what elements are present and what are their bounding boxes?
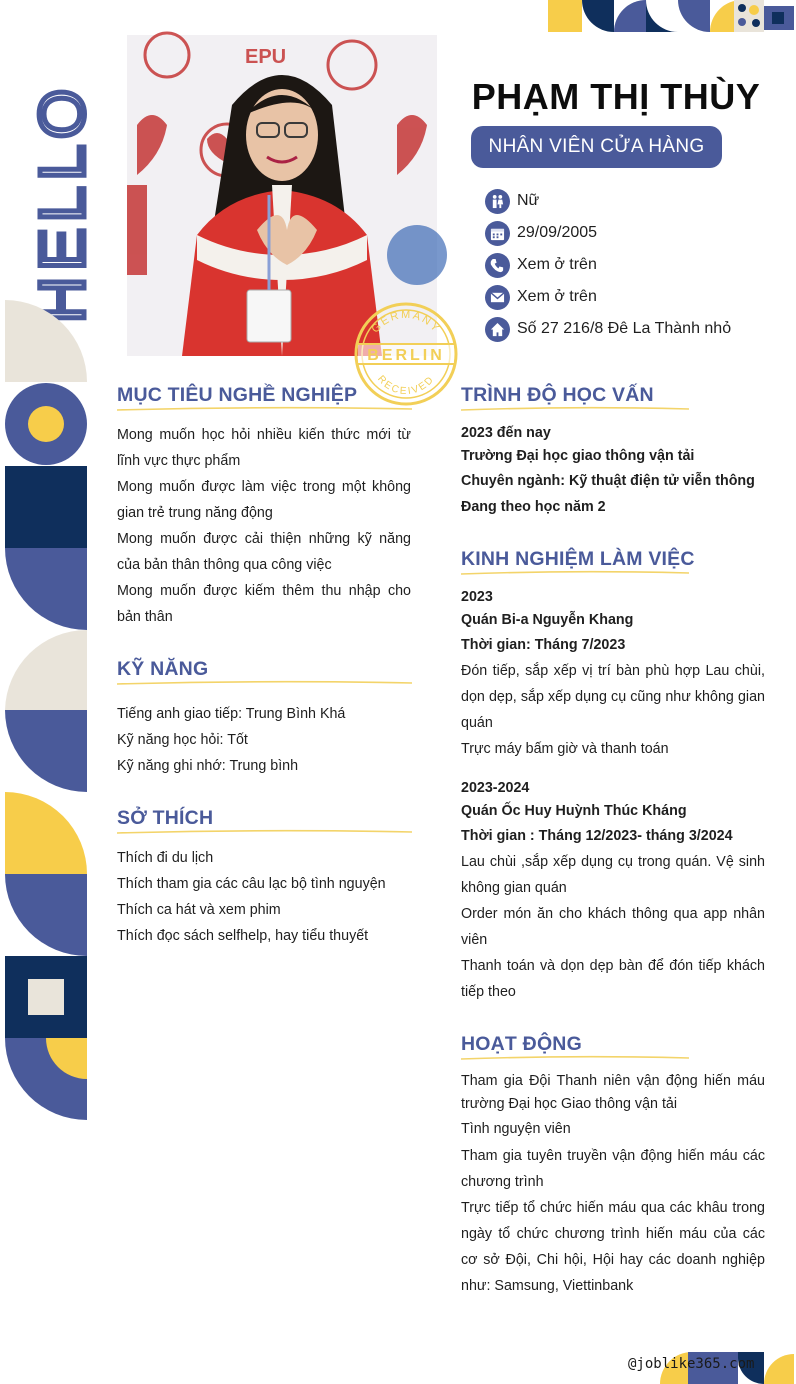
skills-title: KỸ NĂNG: [117, 658, 209, 680]
skill-item: Kỹ năng ghi nhớ: Trung bình: [117, 758, 299, 774]
activities-list: [461, 1070, 765, 1299]
hobbies-title: SỞ THÍCH: [117, 807, 214, 829]
activity-item: Tham gia tuyên truyền vận động hiến máu các chương trình: [461, 1148, 765, 1190]
job-task: Order món ăn cho khách thông qua app nhân viên: [461, 906, 765, 948]
svg-text:GERMANY: GERMANY: [369, 308, 443, 336]
top-geometric-decoration: [548, 0, 796, 34]
education-status: Đang theo học năm 2: [461, 499, 606, 515]
geometric-decoration-strip: [5, 300, 87, 1120]
education-school: Trường Đại học giao thông vận tải: [461, 448, 695, 464]
home-icon: [485, 317, 510, 342]
skill-item: Tiếng anh giao tiếp: Trung Bình Khá: [117, 706, 346, 722]
skill-item: Kỹ năng học hỏi: Tốt: [117, 732, 248, 748]
footer-watermark: @joblike365.com: [628, 1356, 755, 1372]
objective-item: Mong muốn được làm việc trong một không gian trẻ trung năng động: [117, 479, 411, 521]
job-task: Trực máy bấm giờ và thanh toán: [461, 741, 669, 757]
birthdate-value: 29/09/2005: [517, 224, 598, 241]
job-place: Quán Bi-a Nguyễn Khang: [461, 612, 634, 628]
svg-text:RECEIVED: RECEIVED: [375, 373, 437, 398]
job-time: Thời gian: Tháng 7/2023: [461, 637, 626, 653]
education-period: 2023 đến nay: [461, 425, 551, 441]
hobby-item: Thích ca hát và xem phim: [117, 902, 281, 918]
gender-icon: [485, 189, 510, 214]
address-value: Số 27 216/8 Đê La Thành nhỏ: [517, 320, 732, 337]
phone-icon: [485, 253, 510, 278]
section-underline: [117, 681, 412, 685]
svg-text:EPU: EPU: [245, 46, 287, 68]
activities-title: HOẠT ĐỘNG: [461, 1033, 582, 1055]
job-year: 2023-2024: [461, 780, 530, 796]
activity-item: Tham gia Đội Thanh niên vận động hiến máu trường Đại học Giao thông vận tải: [461, 1073, 765, 1112]
svg-text:BERLIN: BERLIN: [367, 347, 445, 364]
contact-gender: [485, 188, 539, 214]
objective-item: Mong muốn được cải thiện những kỹ năng của bản thân thông qua công việc: [117, 531, 411, 573]
job-task: Đón tiếp, sắp xếp vị trí bàn phù hợp Lau chùi, dọn dẹp, sắp xếp dụng cụ cũng như không gian quán: [461, 663, 765, 731]
contact-phone: [485, 252, 597, 278]
objective-title: MỤC TIÊU NGHỀ NGHIỆP: [117, 384, 358, 406]
job-place: Quán Ốc Huy Huỳnh Thúc Kháng: [461, 803, 687, 819]
job-time: Thời gian : Tháng 12/2023- tháng 3/2024: [461, 828, 733, 844]
education-title: TRÌNH ĐỘ HỌC VẤN: [461, 384, 654, 406]
svg-text:HELLO: HELLO: [26, 83, 98, 323]
email-value: Xem ở trên: [517, 288, 597, 305]
candidate-name: PHẠM THỊ THÙY: [471, 76, 761, 117]
education-major: Chuyên ngành: Kỹ thuật điện tử viễn thông: [461, 473, 755, 489]
contact-address: [485, 316, 731, 342]
hobby-item: Thích tham gia các câu lạc bộ tình nguyện: [117, 876, 386, 892]
section-underline: [461, 1056, 689, 1060]
activity-item: Tình nguyện viên: [461, 1121, 571, 1137]
contact-birthdate: [485, 220, 597, 246]
section-underline: [461, 407, 689, 411]
hello-vertical-text: [26, 60, 98, 325]
job-tasks: [461, 849, 765, 1005]
experience-title: KINH NGHIỆM LÀM VIỆC: [461, 548, 695, 570]
section-underline: [117, 407, 412, 411]
job-year: 2023: [461, 589, 493, 605]
calendar-icon: [485, 221, 510, 246]
berlin-stamp-decoration: [352, 300, 460, 408]
mail-icon: [485, 285, 510, 310]
hobby-item: Thích đọc sách selfhelp, hay tiểu thuyết: [117, 928, 369, 944]
contact-email: [485, 284, 597, 310]
gender-value: Nữ: [517, 192, 540, 209]
job-task: Thanh toán và dọn dẹp bàn để đón tiếp khách tiếp theo: [461, 958, 765, 1000]
objective-item: Mong muốn được kiếm thêm thu nhập cho bản thân: [117, 583, 411, 625]
objective-list: [117, 422, 411, 630]
hobby-item: Thích đi du lịch: [117, 850, 214, 866]
activity-item: Trực tiếp tổ chức hiến máu qua các khâu trong ngày tổ chức chương trình hiến máu của các cơ sở Đội, Chi hội, Hội hay các doanh nghiệp như: Samsung, Viettinbank: [461, 1200, 765, 1294]
objective-item: Mong muốn học hỏi nhiều kiến thức mới từ lĩnh vực thực phẩm: [117, 427, 411, 469]
position-badge: NHÂN VIÊN CỬA HÀNG: [471, 126, 722, 168]
phone-value: Xem ở trên: [517, 256, 597, 273]
job-tasks: [461, 658, 765, 762]
section-underline: [461, 571, 689, 575]
job-task: Lau chùi ,sắp xếp dụng cụ trong quán. Vệ sinh không gian quán: [461, 854, 765, 896]
section-underline: [117, 830, 412, 834]
